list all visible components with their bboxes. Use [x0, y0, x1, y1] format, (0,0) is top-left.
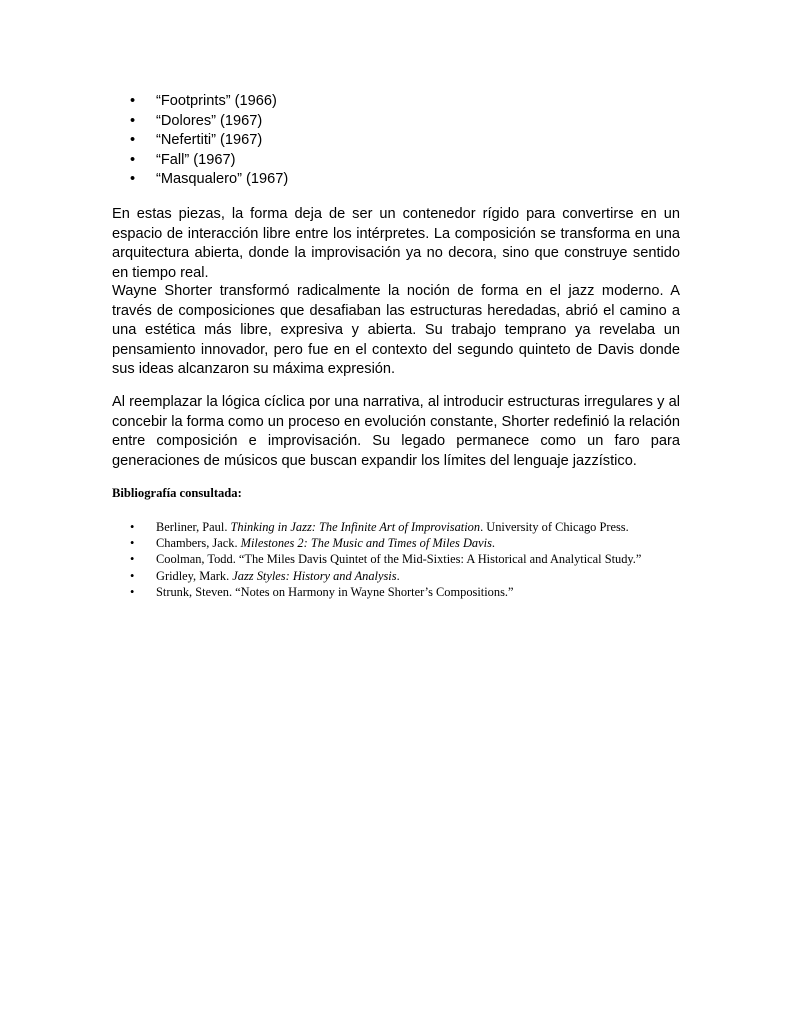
bibliography-entry — [112, 551, 641, 567]
bullet-icon: • — [130, 151, 136, 168]
list-item — [112, 170, 288, 190]
list-item — [112, 112, 288, 132]
entry-author: Coolman, Todd. “The Miles Davis Quintet of the Mid-Sixties: A Historical and Analytical Study.” — [156, 552, 642, 567]
bullet-icon: • — [130, 93, 136, 109]
entry-author: Chambers, Jack. — [156, 536, 241, 551]
entry-title: Thinking in Jazz: The Infinite Art of Improvisation — [230, 520, 481, 534]
composition-title: “Nefertiti” (1967) — [156, 132, 263, 149]
compositions-list — [112, 92, 288, 190]
bibliography-entry — [112, 519, 641, 535]
paragraph-form-as-space: En estas piezas, la forma deja de ser un contenedor rígido para convertirse en un espacio de interacción libre entre los intérpretes. La composición se transforma en una arquitectura abierta, donde la improvisación ya no decora, sino que construye sentido en tiempo real. — [112, 206, 680, 281]
bibliography-entry — [112, 568, 641, 584]
bullet-icon: • — [130, 112, 136, 129]
bullet-icon: • — [130, 132, 136, 149]
composition-title: “Masqualero” (1967) — [156, 171, 289, 188]
entry-title: Jazz Styles: History and Analysis — [232, 568, 397, 583]
list-item — [112, 92, 288, 112]
entry-publisher: . — [491, 536, 495, 551]
bibliography-entry — [112, 584, 641, 600]
bibliography-list — [112, 519, 641, 600]
bullet-icon: • — [130, 520, 135, 534]
entry-author: Berliner, Paul. — [156, 520, 231, 534]
entry-publisher: . University of Chicago Press. — [480, 520, 629, 534]
bibliography-entry — [112, 535, 641, 551]
paragraph-shorter-transformation: Wayne Shorter transformó radicalmente la noción de forma en el jazz moderno. A través de composiciones que desafiaban las estructuras heredadas, abrió el camino a una estética más libre, expresiva y abierta. Su trabajo temprano ya revelaba un pensamiento innovador, pero fue en el contexto del segundo quinteto de Davis donde sus ideas alcanzaron su máxima expresión. — [112, 283, 680, 378]
entry-author: Strunk, Steven. “Notes on Harmony in Wayne Shorter’s Compositions.” — [156, 584, 514, 599]
entry-author: Gridley, Mark. — [156, 568, 233, 583]
paragraph-legacy: Al reemplazar la lógica cíclica por una narrativa, al introducir estructuras irregulares y al concebir la forma como un proceso en evolución constante, Shorter redefinió la relación entre composición e improvisación. Su legado permanece como un faro para generaciones de músicos que buscan expandir los límites del lenguaje jazzístico. — [112, 394, 680, 469]
bullet-icon: • — [130, 552, 135, 567]
list-item — [112, 151, 288, 171]
composition-title: “Footprints” (1966) — [156, 93, 277, 109]
entry-publisher: . — [396, 568, 400, 583]
bullet-icon: • — [130, 171, 136, 188]
list-item — [112, 131, 288, 151]
bibliography-heading: Bibliografía consultada: — [112, 486, 242, 500]
bullet-icon: • — [130, 568, 135, 583]
composition-title: “Dolores” (1967) — [156, 112, 263, 129]
bullet-icon: • — [130, 584, 135, 599]
bullet-icon: • — [130, 536, 135, 551]
composition-title: “Fall” (1967) — [156, 151, 236, 168]
entry-title: Milestones 2: The Music and Times of Miles Davis — [240, 536, 492, 551]
